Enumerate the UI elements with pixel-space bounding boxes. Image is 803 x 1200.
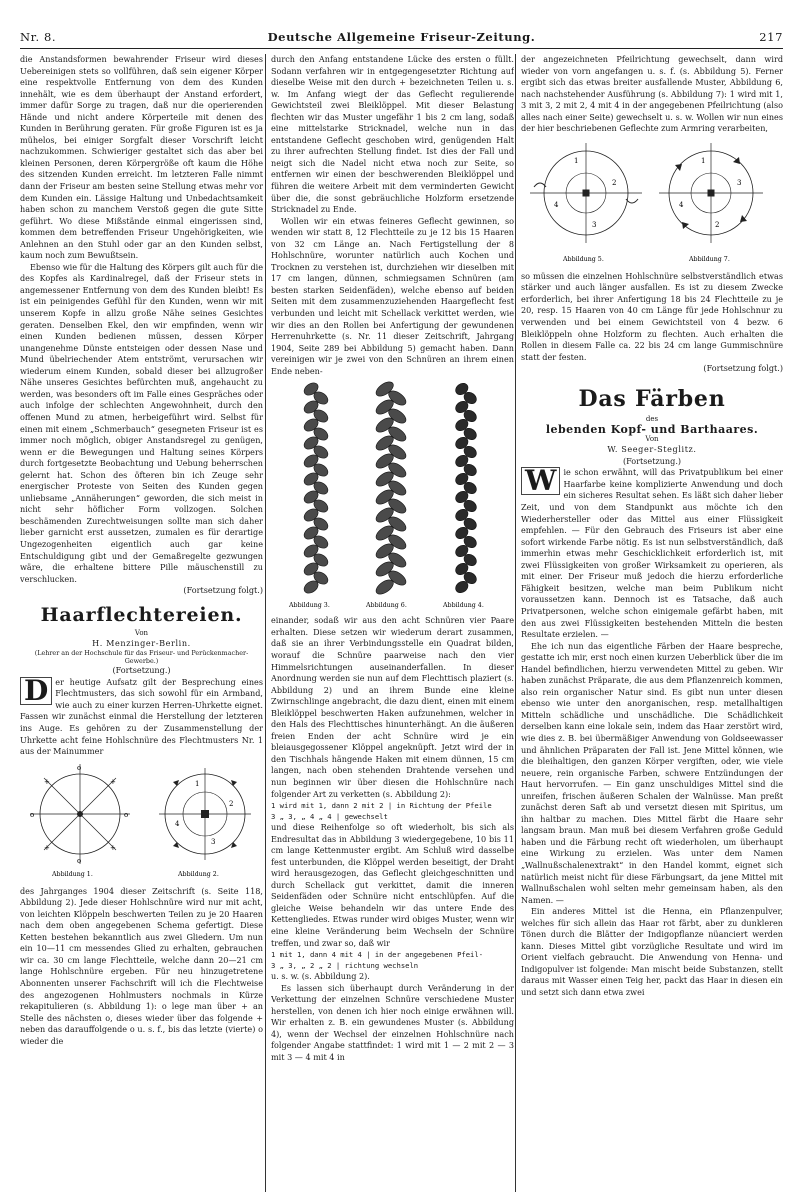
diagram-label: + [44, 843, 50, 852]
paragraph: durch den Anfang entstandene Lücke des ersten o füllt. Sodann verfahren wir in entgegengesetzter Richtung auf dieselbe Weise mit den durch + bezeichneten Teilen u. s. w. Im Anfang wiegt der das Geflecht regulierende Gewichtsteil zwei Bleiklöppel. Mit dieser Belastung flechten wir das Muster ungefähr 1 bis 2 cm lang, sodaß eine mittelstarke Stricknadel, welche nun in das entstandene Geflecht geschoben wird, genügenden Halt zu ihrer aufrechten Stellung findet. Ist dies der Fall und neigt sich die Nadel nicht etwa noch zur Seite, so entfernen wir einen der beschwerenden Bleiklöppel und führen die weitere Arbeit mit dem verminderten Gewicht über die, die sonst gebräuchliche Holzform ersetzende Stricknadel zu Ende. [271, 54, 514, 215]
paragraph: die Anstandsformen bewahrender Friseur wird dieses Uebereinigen stets so vollführen, daß sein eigener Körper eine respektvolle Entfernung von dem des Kunden innehält, wie es dem überhaupt der Anstand erfordert, immer dafür Sorge zu tragen, daß nur die operierenden Hände und nicht andere Körperteile mit denen des Kunden in Berührung geraten. Für große Figuren ist es ja mühelos, bei einiger Sorgfalt dieser Vorschrift leicht nachzukommen. Schwieriger gestaltet sich das aber bei kleinen Personen, deren Körpergröße oft kaum die Höhe des sitzenden Kunden erreicht. Im letzteren Falle nimmt dann der Friseur am besten seine Stellung etwas mehr vor dem Kunden ein. Lässige Haltung und Unbedachtsamkeit haben schon zu manchem Verstoß gegen die gute Sitte geführt. Wo diese Mißstände einmal eingerissen sind, kommen dem betreffenden Friseur Ungehörigkeiten, wie Anlehnen an den Stuhl oder gar an den Kunden selbst, kaum noch zum Bewußtsein. [20, 54, 263, 261]
figure-caption: Abbildung 6. [366, 602, 407, 610]
diagram-label: o [77, 763, 82, 772]
diagram-label: 4 [679, 200, 684, 209]
diagram-label: 1 [195, 779, 200, 788]
paragraph: einander, sodaß wir aus den acht Schnüren vier Paare erhalten. Diese setzen wir wiederum derart zusammen, daß sie an ihrer Verbindungsstelle ein Quadrat bilden, worauf die Schnüre paarweise nach den vier Himmelsrichtungen auseinanderfallen. In dieser Anordnung werden sie nun auf dem Flechttisch plaziert (s. Abbildung 2) und an ihrem Bunde eine kleine Zwirnschlinge angebracht, die dazu dient, einen mit einem Bleiklöppel beschwerten Haken aufzunehmen, welcher in den Hals des Flechttisches hinunterhängt. An die äußeren freien Enden der acht Schnüre wird je ein bleiausgegossener Klöppel angeknüpft. Jetzt wird der in den Tischhals hängende Haken mit einem dünnen, 15 cm langen, nach oben stehenden Drahtende versehen und nun beginnen wir über diesen die Hohlschnüre nach folgender Art zu verketten (s. Abbildung 2): [271, 615, 514, 799]
figure-2-diagram [159, 768, 251, 860]
paragraph: Ehe ich nun das eigentliche Färben der Haare bespreche, gestatte ich mir, erst noch einen kurzen Ueberblick über die im Handel befindlichen, hierzu verwendeten Mittel zu geben. Wir haben zunächst Präparate, die aus dem Pflanzenreich kommen, also rein organischer Natur sind. Es gibt nun unter diesen ebenso wie unter den anorganischen, resp. metallhaltigen Mitteln schädliche und unschädliche. Die Schädlichkeit derselben kann eine lokale sein, indem das Haar zerstört wird, wie dies z. B. bei übermäßiger Anwendung von Goldseewasser und ähnlichen Präparaten der Fall ist. Jene Mittel können, wie die bleihaltigen, den ganzen Körper vergiften, oder, wie viele neuere, rein organische Farben, schwere Entzündungen der Haut hervorrufen. — Ein ganz unschuldiges Mittel sind die unreifen, frischen äußeren Schalen der Walnüsse. Man preßt zunächst deren Saft ab und versetzt diesen mit Spiritus, um ihn haltbar zu machen. Dies Mittel färbt die Haare sehr langsam braun. Man muß bei diesem Verfahren große Geduld haben und die Färbung recht oft wiederholen, um überhaupt eine Wirkung zu erzielen. Was unter dem Namen „Wallnußschalenextrakt“ in den Handel kommt, eignet sich natürlich meist nicht für diese Färbungsart, da jene Mittel mit Wallnußschalen wohl selten mehr gemeinsam haben, als den Namen. — [521, 640, 783, 905]
diagram-label: 2 [229, 799, 234, 808]
paragraph: des Jahrganges 1904 dieser Zeitschrift (s. Seite 118, Abbildung 2). Jede dieser Hohlschnüre wird nur mit acht, von leichten Klöppeln beschwerten Teilen zu je 20 Haaren nach dem oben angegebenen Schema gefertigt. Diese Ketten bestehen bekanntlich aus zwei Gliedern. Um nun ein 10—11 cm messendes Glied zu erhalten, gebrauchen wir ca. 30 cm lange Flechtteile, welche dann 20—21 cm lange Hohlschnüre ergeben. Für neu hinzugetretene Abonnenten unserer Fachschrift will ich die Flechtweise des angezogenen Hohlmusters nochmals in Kürze rekapitulieren (s. Abbildung 1): o lege man über + an Stelle des nächsten o, dieses wieder über das folgende + neben das darauffolgende o u. s. f., bis das letzte (vierte) o wieder die [20, 885, 263, 1046]
drop-cap: W [521, 467, 560, 495]
column-2 [271, 54, 514, 1194]
diagram-label: 4 [554, 200, 559, 209]
paragraph: Ebenso wie für die Haltung des Körpers gilt auch für die des Kopfes als Kardinalregel, daß der Friseur stets in angemessener Entfernung von dem des Kunden bleibt! Es ist ein peinigendes Gefühl für den Kunden, wenn wir mit unserem Kopfe in allzu große Nähe seines Gesichtes geraten. Denselben Ekel, den wir empfinden, wenn wir einen Kunden bedienen müssen, dessen Körper unangenehme Dünste entsteigen oder dessen Nase und Mund übelriechender Atem entströmt, verursachen wir wiederum einem Kunden, sobald dieser bei allzugroßer Nähe unseres Gesichtes befürchten muß, angehaucht zu werden, was besonders oft im Falle eines Gespräches oder auch infolge der schlechten Angewohnheit, durch den offenen Mund zu atmen, herbeigeführt wird. Selbst für einen mit einem „Schmerbauch“ gesegneten Friseur ist es immer noch möglich, obiger Anstandsregel zu genügen, wenn er die Bewegungen und Haltung seines Körpers durch fortgesetzte Beobachtung und Uebung beherrschen gelernt hat. Schon des öfteren bin ich Zeuge sehr energischer Proteste von Seiten des Kunden gegen unliebsame „Annäherungen“ geworden, die sich meist in nicht sehr höflicher Form vollzogen. Solchen beschämenden Zurechtweisungen sollte man sich daher lieber garnicht erst aussetzen, zumalen es für derartige Ungezogenheiten eigentlich auch gar keine Entschuldigung gibt und der Gemaßregelte gezwungen wäre, die erhaltene bittere Pille mäuschenstill zu verschlucken. [20, 261, 263, 584]
column-divider-2 [515, 54, 516, 1192]
diagram-label: + [110, 843, 116, 852]
formula-line: 3 „ 3, „ 4 „ 4 | gewechselt [271, 812, 388, 822]
braid-chain [374, 381, 409, 597]
figure-7-diagram [659, 143, 763, 243]
paragraph: der angezeichneten Pfeilrichtung gewechselt, dann wird wieder von vorn angefangen u. s. f. (s. Abbildung 5). Ferner ergibt sich das etwas breiter ausfallende Muster, Abbildung 6, nach nachstehender Ausführung (s. Abbildung 7): 1 wird mit 1, 3 mit 3, 2 mit 2, 4 mit 4 in der angegebenen Pfeilrichtung (also alles nach einer Seite) gewechselt u. s. w. Wollen wir nun eines der hier beschriebenen Geflechte zum Armring verarbeiten, [521, 54, 783, 134]
diagram-label: o [77, 856, 82, 865]
diagram-label: + [44, 777, 50, 786]
page-header [20, 30, 783, 46]
paragraph: so müssen die einzelnen Hohlschnüre selbstverständlich etwas stärker und auch länger ausfallen. Es ist zu diesem Zwecke erforderlich, bei ihrer Anfertigung 18 bis 24 Flechtteile zu je 20, resp. 15 Haaren von 40 cm Länge für jede Hohlschnur zu verwenden und bei einem Gewichtsteil von 4 bezw. 6 Bleiklöppeln ohne Holzform zu flechten. Auch erhalten die Rollen in diesem Falle ca. 22 bis 24 cm lange Gummischnüre statt der festen. [521, 270, 783, 362]
diagram-label: 1 [701, 156, 706, 165]
braid-chain [302, 381, 330, 596]
braid-diagram-figures-2 [521, 139, 783, 267]
figure-1-diagram [30, 764, 130, 865]
article-author: W. Seeger-Steglitz. [607, 444, 697, 455]
diagram-label: 1 [574, 156, 579, 165]
continued-note: (Fortsetzung folgt.) [183, 585, 263, 596]
title-des: des [645, 414, 659, 423]
continued-note: (Fortsetzung folgt.) [703, 363, 783, 374]
figure-caption: Abbildung 1. [52, 870, 93, 878]
diagram-label: 4 [175, 819, 180, 828]
author-affiliation: (Lehrer an der Hochschule für das Friseur- und Perückenmacher-Gewerbe.) [34, 649, 249, 666]
article-title: Haarflechtereien. [40, 603, 243, 626]
article-title: Das Färben [578, 385, 726, 412]
formula-line: 3 „ 3, „ 2 „ 2 | richtung wechseln [271, 961, 419, 971]
diagram-label: 3 [592, 220, 597, 229]
figure-caption: Abbildung 4. [443, 602, 484, 610]
paragraph: ie schon erwähnt, will das Privatpublikum bei einer Haarfarbe keine komplizierte Anwendung und doch ein sicheres Resultat sehen. Es läßt sich daher lieber Zeit, und von dem Standpunkt aus möchte ich den Wiederhersteller oder das Mittel aus einer Flüssigkeit empfehlen. — Für den Gebrauch des Friseurs ist aber eine sofort wirkende Farbe nötig. Es ist nun selbstverständlich, daß immerhin etwas mehr Geschicklichkeit erforderlich ist, mit zwei Flüssigkeiten von großer Wirksamkeit zu operieren, als mit einer. Der Friseur muß jedoch die hierzu erforderliche Fähigkeit besitzen, welche man beim Publikum nicht voraussetzen kann. Dennoch ist es Tatsache, daß auch Privatpersonen, welche schon einigemale gefärbt haben, mit den aus zwei Flüssigkeiten bestehenden Mitteln die besten Resultate erzielen. — [521, 467, 783, 640]
page-number: 217 [759, 30, 783, 44]
paragraph: er heutige Aufsatz gilt der Besprechung eines Flechtmusters, das sich sowohl für ein Armband, wie auch zu einer kurzen Herren-Uhrkette eignet. Fassen wir zunächst einmal die Herstellung der letzteren ins Auge. Es gehören zu der Zusammenstellung der Uhrkette acht feine Hohlschnüre des Flechtmusters Nr. 1 aus der Mainummer [20, 676, 263, 757]
braid-illustrations [271, 381, 514, 611]
drop-cap: D [20, 677, 52, 705]
diagram-label: + [110, 777, 116, 786]
diagram-label: o [124, 810, 129, 819]
figures-5-7 [521, 139, 783, 267]
byline-von: Von [645, 435, 659, 444]
issue-number: Nr. 8. [20, 30, 57, 44]
braid-diagram-figures [20, 762, 263, 882]
diagram-label: o [30, 810, 35, 819]
article-author: H. Menzinger-Berlin. [92, 637, 191, 648]
diagram-label: 2 [612, 178, 617, 187]
journal-title: Deutsche Allgemeine Friseur-Zeitung. [267, 30, 536, 44]
braid-chain [453, 381, 478, 595]
diagram-label: 3 [737, 178, 742, 187]
figure-caption: Abbildung 2. [178, 870, 219, 878]
braid-figures-3-6-4 [271, 381, 514, 611]
formula-line: 1 wird mit 1, dann 2 mit 2 | in Richtung der Pfeile [271, 801, 492, 811]
paragraph: u. s. w. (s. Abbildung 2). [271, 971, 370, 982]
paragraph: Wollen wir ein etwas feineres Geflecht gewinnen, so wenden wir statt 8, 12 Flechtteile zu je 12 bis 15 Haaren von 32 cm Länge an. Nach Fertigstellung der 8 Hohlschnüre, worunter natürlich auch Kochen und Trocknen zu verstehen ist, durchziehen wir dieselben mit 17 cm langen, dünnen, schmiegsamen Schnüren (am besten starken Seidenfäden), welche ebenso auf beiden Seiten mit dem zusammenzuziehenden Haargeflecht fest verbunden und leicht mit Schellack verkittet werden, wie wir dies an den Rollen bei Anfertigung der gewundenen Herrenuhrkette (s. Nr. 11 dieser Zeitschrift, Jahrgang 1904, Seite 289 bei Abbildung 5) gemacht haben. Dann vereinigen wir je zwei von den Schnüren an ihrem einen Ende neben- [271, 215, 514, 376]
column-3 [521, 54, 783, 1194]
formula-line: 1 mit 1, dann 4 mit 4 | in der angegebenen Pfeil- [271, 950, 484, 960]
paragraph: Es lassen sich überhaupt durch Veränderung in der Verkettung der einzelnen Schnüre verschiedene Muster herstellen, von denen ich hier noch einige erwähnen will. Wir erhalten z. B. ein gewundenes Muster (s. Abbildung 4), wenn der Wechsel der einzelnen Hohlschnüre nach folgender Angabe stattfindet: 1 wird mit 1 — 2 mit 2 — 3 mit 3 — 4 mit 4 in [271, 982, 514, 1062]
continuation-note: (Fortsetzung.) [112, 665, 171, 676]
article-subtitle: lebenden Kopf- und Barthaares. [545, 422, 759, 436]
continuation-note: (Fortsetzung.) [622, 455, 682, 466]
header-rule [20, 48, 783, 49]
figure-caption: Abbildung 7. [689, 255, 730, 263]
diagram-label: 3 [211, 837, 216, 846]
paragraph: und diese Reihenfolge so oft wiederholt, bis sich als Endresultat das in Abbildung 3 wiedergegebene, 10 bis 11 cm lange Kettenmuster ergibt. Am Schluß wird dasselbe fest unterbunden, die Klöppel werden beseitigt, der Draht wird herausgezogen, das Geflecht gleichgeschnitten und durch Schellack gut verkittet, damit die inneren Seidenfäden oder Schnüre nicht entschlüpfen. Auf die gleiche Weise behandeln wir das untere Ende des Kettengliedes. Etwas runder wird obiges Muster, wenn wir eine kleine Veränderung beim Wechseln der Schnüre treffen, und zwar so, daß wir [271, 822, 514, 948]
column-divider-1 [265, 54, 266, 1192]
figures-1-2 [20, 762, 263, 882]
byline-von: Von [134, 628, 149, 637]
diagram-label: 2 [715, 220, 720, 229]
figure-5-diagram [530, 143, 642, 243]
figure-caption: Abbildung 3. [289, 602, 330, 610]
figure-caption: Abbildung 5. [563, 255, 604, 263]
paragraph: Ein anderes Mittel ist die Henna, ein Pflanzenpulver, welches für sich allein das Haar rot färbt, aber zu dunkleren Tönen durch die Blätter der Indigopflanze nüanciert werden kann. Dieses Mittel gibt vorzügliche Resultate und wird im Orient vielfach gebraucht. Die Anwendung von Henna- und Indigopulver ist folgende: Man mischt beide Substanzen, stellt daraus mit Wasser einen Teig her, packt das Haar in diesen ein und setzt sich dann etwa zwei [521, 906, 783, 997]
column-1 [20, 54, 263, 1194]
